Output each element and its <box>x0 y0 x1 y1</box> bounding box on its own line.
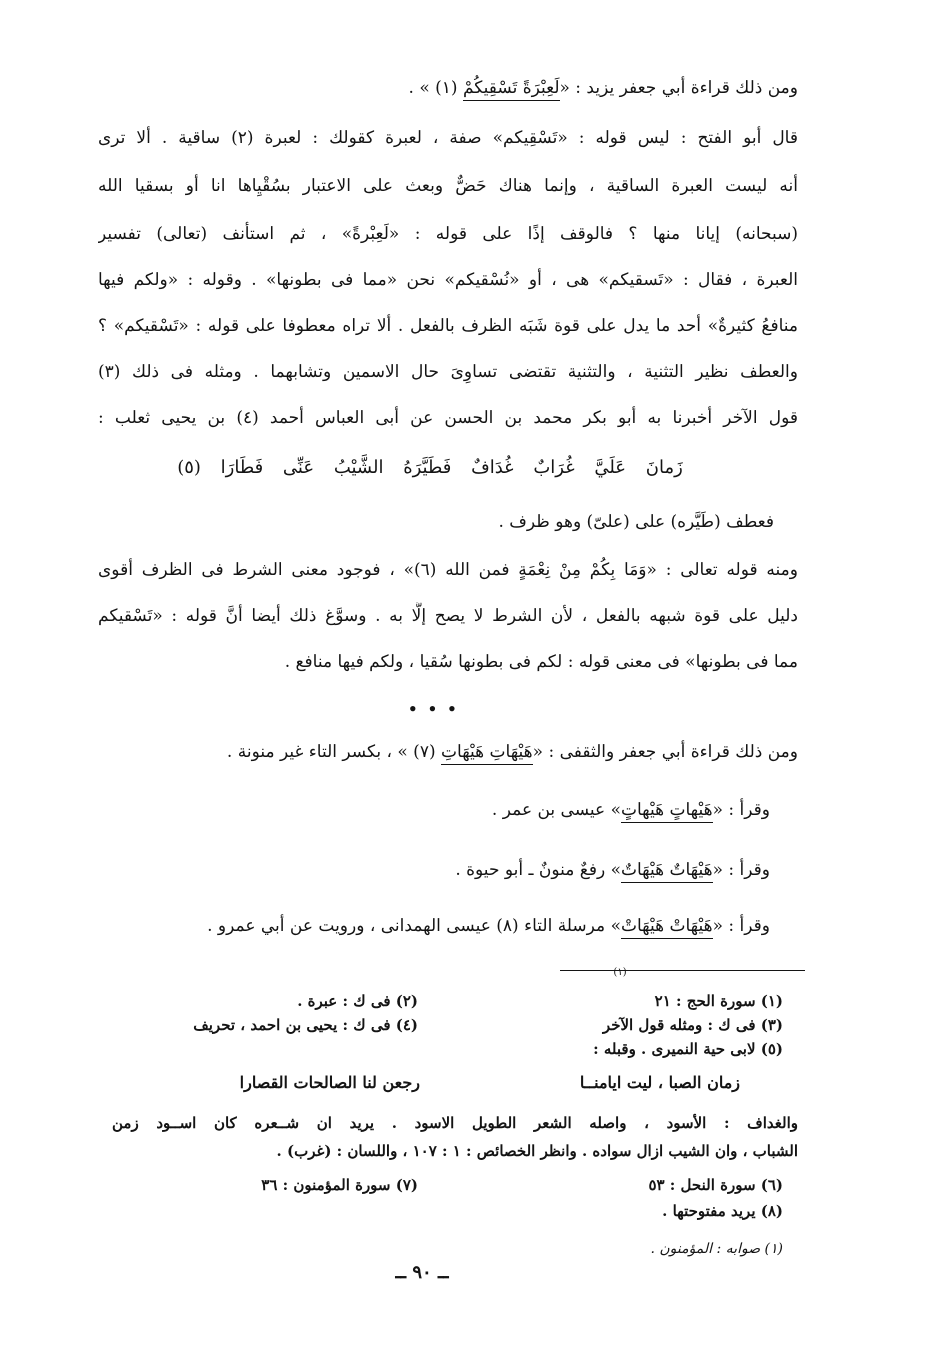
page-number: ــ ٩٠ ــ <box>395 1262 449 1283</box>
text-line: منافعُ كثيرةٌ» أحد ما يدل على قوة شَبَه الظرف بالفعل . ألا تراه معطوفا على قوله : «تَسْقيكم» ؟ <box>98 316 798 336</box>
footnote-verse-first-hemistich: زمان الصبا ، ليت ايامنــا <box>579 1073 740 1092</box>
reading-intro: وقرأ : « <box>712 860 770 880</box>
quranic-reading: هَيْهَاتْ هَيْهَاتْ <box>621 916 713 939</box>
poetry-verse: زَمانَ عَلَيَّ غُرَابٌ غُدَافٌ فَطَيَّرَهُ الشَّيْبُ عَنِّى فَطَارَا (٥) <box>177 457 683 478</box>
reading-line <box>300 856 770 884</box>
section-separator: ••• <box>408 700 467 718</box>
quranic-reading: هَيْهَاتٌ هَيْهَاتٌ <box>621 860 713 883</box>
footnote-6: (٦) سورة النحل : ٥٣ <box>648 1176 783 1194</box>
reading-intro: وقرأ : « <box>712 800 770 820</box>
footnote-verse-second-hemistich: رجعن لنا الصالحات القصارا <box>239 1073 420 1092</box>
reading-line <box>110 912 770 940</box>
footnote-5: (٥) لابى حية النميرى . وقبله : <box>593 1040 783 1058</box>
footnote-2: (٢) فى ك : عبرة . <box>297 992 418 1010</box>
text-line: قول الآخر أخبرنا به أبو بكر محمد بن الحسن عن أبى العباس أحمد (٤) بن يحيى ثعلب : <box>98 408 798 428</box>
quranic-reading: هَيْهاتٍ هَيْهاتٍ <box>621 800 713 823</box>
text-line: (سبحانه) إيانا منها ؟ فالوقف إذًا على قوله : «لَعِبْرةً» ، ثم استأنف (تعالى) تفسير <box>98 224 798 244</box>
line1-suffix: » . <box>408 78 430 98</box>
reading-reader: » عيسى بن عمر . <box>491 800 621 820</box>
line1-prefix: ومن ذلك قراءة أبي جعفر يزيد : « <box>559 78 798 98</box>
footnote-explanation: والغداف : الأسود ، واصله الشعر الطويل الاسود . يريد ان شــعره كان اســود زمن <box>112 1114 798 1132</box>
footnote-ref: (٧) <box>407 742 442 762</box>
text-line: فعطف (طَيَّره) على (علىّ) وهو ظرف . <box>498 512 774 532</box>
footnote-3: (٣) فى ك : ومثله قول الآخر <box>602 1016 783 1034</box>
footnote-1: (١) سورة الحج : ٢١ <box>654 992 783 1010</box>
text-line: مما فى بطونها» فى معنى قوله : لكم فى بطونها سُقيا ، ولكم فيها منافع . <box>284 652 798 672</box>
footnote-rule <box>560 970 805 971</box>
footnote-4: (٤) فى ك : يحيى بن احمد ، تحريف <box>193 1016 418 1034</box>
sec2-prefix: ومن ذلك قراءة أبي جعفر والثقفى : « <box>532 742 798 762</box>
text-line: دليل على قوة شبهه بالفعل ، لأن الشرط لا يصح إلَّا به . وسوَّغ ذلك أيضا أنَّ قوله : «تَسْقيكم <box>98 606 798 626</box>
sec2-suffix: » ، بكسر التاء غير منونة . <box>226 742 408 762</box>
footnote-8: (٨) يريد مفتوحتها . <box>662 1202 783 1220</box>
quranic-reading: لَعِبْرَةً تَسْقِيكُمْ <box>463 78 560 101</box>
text-line: ومنه قوله تعالى : «وَمَا بِكُمْ مِنْ نِعْمَةٍ فمن الله (٦)» ، فوجود معنى الشرط فى الظرف أقوى <box>98 560 798 580</box>
quranic-reading: هَيْهَاتِ هَيْهَاتِ <box>441 742 533 765</box>
text-line: قال أبو الفتح : ليس قوله : «تَسْقِيكم» صفة ، لعبرة كقولك : لعبرة (٢) ساقية . ألا ترى <box>98 128 798 148</box>
text-line: والعطف نظير التثنية ، والتثنية تقتضى تساوِىَ حال الاسمين وتشابهما . ومثله فى ذلك (٣) <box>98 362 798 382</box>
footnote-7: (٧) سورة المؤمنون : ٣٦ <box>261 1176 418 1194</box>
text-line: أنه ليست العبرة الساقية ، وإنما هناك حَضٌّ وبعث على الاعتبار بسُقْيِاها انا أو بسقيا الله <box>98 176 798 196</box>
text-line: العبرة ، فقال : «تَسقيكم» هى ، أو «نُسْقيكم» نحن «مما فى بطونها» . وقوله : «ولكم فيها <box>98 270 798 290</box>
reading-reader: » مرسلة التاء (٨) عيسى الهمدانى ، ورويت عن أبي عمرو . <box>207 916 621 936</box>
reading-intro: وقرأ : « <box>712 916 770 936</box>
footnote-explanation: الشباب ، وان الشيب ازال سواده . وانظر الخصائص : ١ : ١٠٧ ، واللسان : (غرب) . <box>276 1142 798 1160</box>
footnote-ref: (١) <box>429 78 463 98</box>
reading-line <box>360 796 770 824</box>
handwritten-correction: (١) صوابه : المؤمنون . <box>650 1241 783 1257</box>
reading-reader: » رفعٌ منونٌ ـ أبو حيوة . <box>455 860 621 880</box>
text-line-1 <box>100 74 798 102</box>
footnote-marker: (١) <box>613 967 627 978</box>
text-line-section2 <box>98 738 798 766</box>
